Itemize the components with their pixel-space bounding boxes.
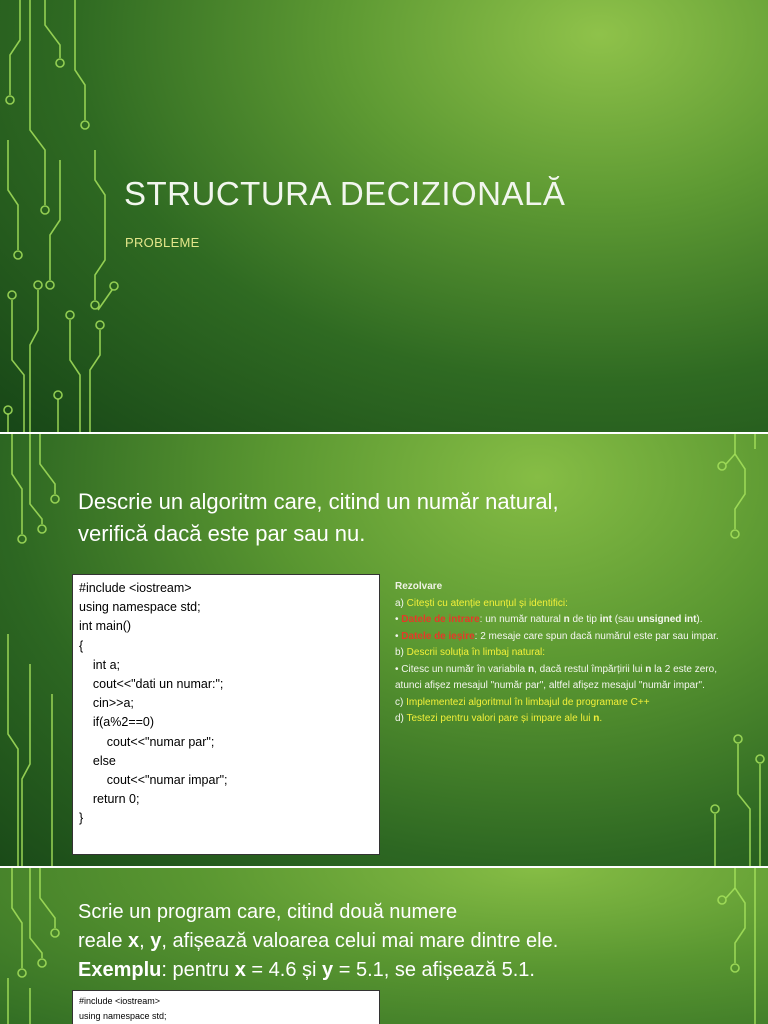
code-line: cout<<"numar par"; (79, 734, 215, 749)
step-label: b) (395, 647, 407, 658)
var-y: y (150, 930, 162, 952)
step-d-text: Testezi pentru valori pare și impare ale lui (406, 713, 594, 724)
problem-statement-line1: Descrie un algoritm care, citind un număr natural, (78, 489, 559, 514)
step-d (395, 711, 723, 728)
code-listing (72, 990, 380, 1024)
step-b-text: Descrii soluția în limbaj natural: (406, 647, 546, 658)
text: ). (696, 614, 703, 625)
step-a (395, 596, 723, 613)
text: , afișează valoarea celui mai mare dintre ele. (161, 930, 559, 952)
text: = 4.6 și (245, 959, 323, 981)
text: : 2 mesaje care spun dacă numărul este par sau impar. (474, 630, 719, 642)
text: reale (78, 930, 129, 952)
code-line: #include <iostream> (79, 581, 192, 595)
text: = 5.1, se afișează 5.1. (333, 959, 535, 981)
step-label: c) (395, 696, 407, 708)
var-n: n (645, 663, 652, 675)
code-line: using namespace std; (79, 1011, 167, 1021)
problem-slide-even-odd (0, 434, 768, 866)
problem-statement-line2: verifică dacă este par sau nu. (78, 521, 366, 546)
solution-heading: Rezolvare (395, 581, 443, 592)
var-n: n (563, 614, 570, 625)
solution-steps (395, 579, 723, 728)
output-data-label: Datele de ieșire (401, 630, 475, 642)
type-int: int (599, 614, 612, 625)
text: : un număr natural (479, 614, 564, 625)
problem-statement (78, 898, 698, 985)
step-c (395, 695, 723, 712)
natural-language-bullet (395, 662, 723, 695)
code-line: cout<<"dati un numar:"; (79, 677, 224, 692)
bullet: • (395, 614, 402, 625)
type-unsigned-int: unsigned int (636, 614, 697, 625)
input-data-bullet (395, 612, 723, 629)
step-b (395, 645, 723, 662)
text: la 2 este zero, atunci afișez mesajul "număr par", altfel afișez mesajul "număr impar". (395, 663, 717, 691)
output-data-bullet (395, 629, 723, 646)
code-line: return 0; (79, 792, 140, 807)
slide-subtitle: PROBLEME (125, 235, 200, 250)
text: . (599, 713, 603, 724)
problem-statement (78, 486, 698, 550)
var-n: n (593, 713, 600, 724)
text: , dacă restul împărțirii lui (534, 663, 646, 675)
code-line: } (79, 811, 84, 826)
code-line: int main() (79, 619, 132, 634)
code-line: { (79, 638, 84, 653)
var-y: y (322, 959, 334, 981)
text: (sau (611, 614, 637, 625)
text: , (139, 930, 151, 952)
var-x: x (128, 930, 140, 952)
step-label: a) (395, 597, 407, 609)
code-listing (72, 574, 380, 855)
problem-slide-max (0, 868, 768, 1024)
var-x: x (234, 959, 246, 981)
step-a-text: Citești cu atenție enunțul și identifici: (406, 597, 568, 609)
slide-title: STRUCTURA DECIZIONALĂ (124, 175, 566, 212)
code-line: cout<<"numar impar"; (79, 773, 228, 788)
step-c-text: Implementezi algoritmul în limbajul de programare C++ (406, 696, 650, 708)
code-line: using namespace std; (79, 600, 201, 615)
problem-line1: Scrie un program care, citind două numere (78, 901, 458, 923)
code-line: int a; (79, 657, 120, 672)
code-line: cin>>a; (79, 696, 134, 711)
code-line: else (79, 753, 116, 768)
input-data-label: Datele de intrare (401, 614, 480, 625)
circuit-decoration-left (0, 0, 768, 432)
text: • Citesc un număr în variabila (395, 663, 529, 675)
code-line: if(a%2==0) (79, 715, 155, 730)
step-label: d) (395, 713, 407, 724)
code-line: #include <iostream> (79, 996, 161, 1006)
text: : pentru (161, 959, 235, 981)
example-label: Exemplu (78, 959, 162, 981)
title-slide (0, 0, 768, 432)
var-n: n (528, 663, 535, 675)
bullet: • (395, 630, 402, 642)
text: de tip (569, 614, 600, 625)
